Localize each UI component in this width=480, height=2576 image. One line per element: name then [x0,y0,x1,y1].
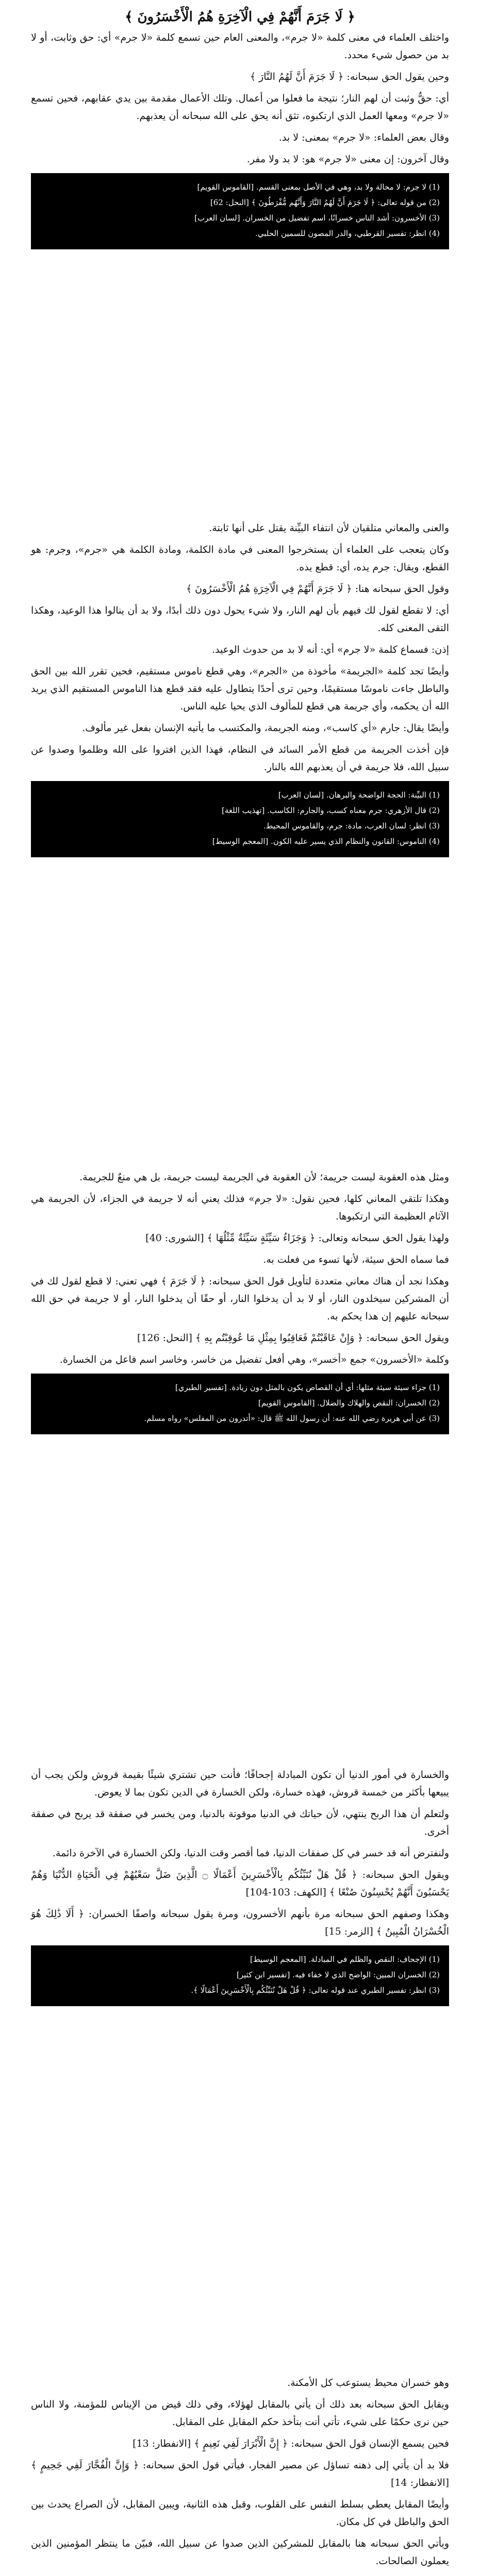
footnote: (1) البيِّنة: الحجة الواضحة والبرهان. [لسان العرب] [278,790,440,800]
page-section-3 [31,1164,449,1442]
footnote: (1) جزاء سيئة سيئة مثلها: أي أن القصاص يكون بالمثل دون زيادة. [تفسير الطبري] [175,1383,440,1392]
paragraph: فلا بد أن يأتي إلى ذهنه تساؤل عن مصير الفجار، فيأتي قول الحق سبحانه: ﴿ وَإِنَّ الْفُجَّارَ لَفِي جَحِيمٍ ﴾ [الانفطار: 14] [31,2460,449,2488]
footnotes-box [31,1945,449,2006]
footnotes-box [31,781,449,857]
paragraph: ويأتي الحق سبحانه هنا بالمقابل للمشركين الذين صدوا عن سبيل الله، فبيّن ما ينتظر المؤمنين الذين يعملون الصالحات. [31,2538,449,2567]
footnotes-box [31,1374,449,1434]
paragraph: فإن أخذت الجريمة من قطع الأمر السائد في النظام، فهذا الذين افتروا على الله وظلموا وصدوا عن سبيل الله، فلا جريمة في أن يعذبهم الله بالنار. [31,744,449,773]
footnote: (3) الأخسرون: أشد الناس خسرانًا، اسم تفضيل من الخسران. [لسان العرب] [194,213,440,223]
footnote: (1) الإجحاف: النقص والظلم في المبادلة. [المعجم الوسيط] [250,1955,440,1964]
paragraph: أي: لا تقطع لقول لك فيهم بأن لهم النار، ولا شيء يحول دون ذلك أبدًا، ولا بد أن ينالوا هذا الوعيد، وهكذا التقى المعنى كله. [31,605,449,634]
paragraph: فما سماه الحق سيئة، لأنها تسوء من فعلت به. [263,1254,449,1265]
paragraph: أي: حقٌّ وثبت أن لهم النار؛ نتيجة ما فعلوا من أعمال. وتلك الأعمال مقدمة بين يدي عقابهم، فحين تسمع «لا جرم» ومعها العمل الذي ارتكبوه، تثق أنه يحق على الله سبحانه أن يعذبهم. [31,93,449,122]
paragraph: ويقول الحق سبحانه: ﴿ قُلْ هَلْ نُنَبِّئُكُم بِالْأَخْسَرِينَ أَعْمَالًا ۝ الَّذِينَ ضَلَّ سَعْيُهُمْ فِي الْحَيَاةِ الدُّنْيَا وَهُمْ يَحْسَبُونَ أَنَّهُمْ يُحْسِنُونَ صُنْعًا ﴾ [الكهف: 103-104] [31,1869,449,1898]
footnote: (4) انظر: تفسير القرطبي، والدر المصون للسمين الحلبي. [255,229,440,238]
footnote: (1) لا جرم: لا محالة ولا بد، وهي في الأصل بمعنى القسم. [القاموس القويم] [197,182,440,192]
paragraph [31,2574,449,2576]
verse-heading: ﴿ لَا جَرَمَ أَنَّهُمْ فِي الْآخِرَةِ هُمُ الْأَخْسَرُونَ ﴾ [125,9,355,25]
paragraph: وهو خسران محيط يستوعب كل الأمكنة. [287,2377,449,2388]
paragraph: وقال بعض العلماء: «لا جرم» بمعنى: لا بد. [278,132,449,143]
paragraph: وأيضًا المقابل يعطي بسلط النفس على القلوب، وقبل هذه الثانية، ويبين المقابل، لأن الصراع يحدث بين الحق والباطل في كل مكان. [31,2499,449,2528]
page-section-4 [31,1762,449,2013]
footnote: (4) الناموس: القانون والنظام الذي يسير عليه الكون. [المعجم الوسيط] [212,837,440,846]
paragraph: ولتعلم أن هذا الربح ينتهي، لأن حياتك في الدنيا موقوتة بالدنيا، ومن يخسر في صفقة قد يربح في صفقة أخرى. [31,1808,449,1837]
paragraph: وأيضًا تجد كلمة «الجريمة» مأخوذة من «الجرم»، وهي قطع ناموس مستقيم، فحين تقرر الله بين الحق والباطل جاءت ناموسًا مستقيمًا، وحين ترى أحدًا يتطاول عليه فقد قطع هذا الناموس المستقيم الذي يريد الله أن يحكمه، وأي جريمة هي قطع للمألوف الذي يحيا عليه الناس. [31,666,449,712]
paragraph: وهكذا وصفهم الحق سبحانه مرة بأنهم الأخسرون، ومرة يقول سبحانه واصفًا الخسران: ﴿ أَلَا ذَٰلِكَ هُوَ الْخُسْرَانُ الْمُبِينُ ﴾ [الزمر: 15] [31,1908,449,1937]
paragraph: والخسارة في أمور الدنيا أن تكون المبادلة إجحافًا؛ فأنت حين تشتري شيئًا بقيمة قروش ولكن يجب أن يبيعها بأكثر من خمسة قروش، فهذه خسارة، ولكن الخسارة في الدين تكون بما لا يعوض. [31,1769,449,1798]
paragraph: وأيضًا يقال: جارم «أي كاسب»، ومنه الجريمة، والمكتسب ما يأتيه الإنسان بفعل غير مألوف. [82,722,449,734]
footnote: (3) عن أبي هريرة رضي الله عنه: أن رسول الله ﷺ قال: «أتدرون من المفلس» رواه مسلم. [144,1414,440,1423]
paragraph: والعنى والمعاني متلقيان لأن انتفاء البيِّنة يقتل على أنها ثابتة. [209,522,449,534]
footnote: (2) قال الأزهري: جرم معناه كسب، والجارم: الكاسب. [تهذيب اللغة] [222,806,440,815]
paragraph: وحين يقول الحق سبحانه: ﴿ لَا جَرَمَ أَنَّ لَهُمُ النَّارَ ﴾ [250,71,449,82]
footnotes-box [31,173,449,249]
paragraph: فحين يسمع الإنسان قول الحق سبحانه: ﴿ إِنَّ الْأَبْرَارَ لَفِي نَعِيمٍ ﴾ [الانفطار: 13] [133,2438,449,2449]
paragraph: إذن: فسماع كلمة «لا جرم» أي: أنه لا بد من حدوث الوعيد. [211,644,449,655]
page-section-1 [31,0,449,257]
paragraph: ومثل هذه العقوبة ليست جريمة؛ لأن العقوبة في الجريمة ليست جريمة، بل هي منعٌ للجريمة. [79,1172,449,1183]
paragraph: ويقول الحق سبحانه: ﴿ وَإِنْ عَاقَبْتُمْ فَعَاقِبُوا بِمِثْلِ مَا عُوقِبْتُم بِهِ ﴾ [النحل: 126] [137,1332,449,1344]
page-section-2 [31,515,449,865]
footnote: (2) من قوله تعالى: ﴿ لَا جَرَمَ أَنَّ لَهُمُ النَّارَ وَأَنَّهُم مُّفْرَطُونَ ﴾ [النحل: 62] [210,198,440,207]
paragraph: ويقابل الحق سبحانه بعد ذلك أن يأتي بالمقابل لهؤلاء، وفي ذلك قيض من الإيناس للمؤمنة، ولا الناس حين نرى حكمًا على شيء، تأتي أنت بتأخذ حكم المقابل على المقابل. [31,2399,449,2428]
footnote: (3) انظر: لسان العرب، مادة: جرم، والقاموس المحيط. [263,821,440,831]
paragraph: وكلمة «الأخسرون» جمع «أخسر»، وهي أفعل تفضيل من خاسر، وخاسر اسم فاعل من الخسارة. [59,1354,449,1365]
paragraph: وقول الحق سبحانه هنا: ﴿ لَا جَرَمَ أَنَّهُمْ فِي الْآخِرَةِ هُمُ الْأَخْسَرُونَ ﴾ [186,583,449,595]
paragraph: وهكذا نجد أن هناك معاني متعددة لتأويل قول الحق سبحانه: ﴿ لَا جَرَمَ ﴾ فهي تعني: لا قطع لقول لك في أن المشركين سيخلدون النار، أو لا بد أن يدخلوا النار، أو حقًا أن يدخلوا النار، أو لا جريمة في حق الله سبحانه عليهم إن هذا يحكم به. [31,1276,449,1322]
paragraph: ولهذا يقول الحق سبحانه وتعالى: ﴿ وَجَزَاءُ سَيِّئَةٍ سَيِّئَةٌ مِّثْلُهَا ﴾ [الشورى: 40] [145,1232,449,1244]
page-section-5 [31,2370,449,2576]
paragraph: واختلف العلماء في معنى كلمة «لا جرم»، والمعنى العام حين تسمع كلمة «لا جرم» أي: حق وثابت، أو لا بد من حصول شيء محدد. [31,32,449,61]
paragraph: وكان يتعجب على العلماء أن يستخرجوا المعنى في مادة الكلمة، ومادة الكلمة هي «جرم»، وجرم: هو القطع، ويقال: جرم يده، أي: قطع يده. [31,544,449,573]
footnote: (3) انظر: تفسير الطبري عند قوله تعالى: ﴿ قُلْ هَلْ نُنَبِّئُكُم بِالْأَخْسَرِينَ أَعْمَالًا ﴾. [191,1986,440,1995]
paragraph: وقال آخرون: إن معنى «لا جرم» هو: لا بد ولا مفر. [246,154,449,165]
footnote: (2) الخسران المبين: الواضح الذي لا خفاء فيه. [تفسير ابن كثير] [237,1970,440,1979]
paragraph: وهكذا تلتقي المعاني كلها، فحين نقول: «لا جرم» فذلك يعني أنه لا جريمة في الجزاء، لأن الجريمة هي الآثام العظيمة التي ارتكبوها. [31,1193,449,1222]
footnote: (2) الخسران: النقص والهلاك والضلال. [القاموس القويم] [258,1398,440,1408]
paragraph: ولنفترض أنه قد خسر في كل صفقات الدنيا، فما أقصر وقت الدنيا، ولكن الخسارة في الآخرة دائمة. [52,1848,449,1859]
